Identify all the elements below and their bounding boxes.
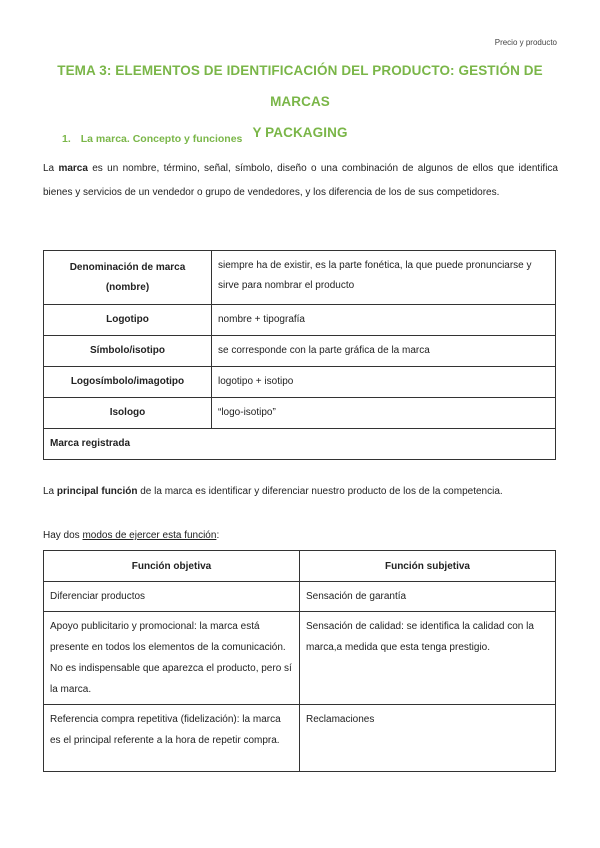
table-row [44, 367, 556, 398]
title-line-1: TEMA 3: ELEMENTOS DE IDENTIFICACIÓN DEL PRODUCTO: GESTIÓN DE MARCAS [57, 63, 543, 109]
table-row [44, 398, 556, 429]
header-objective: Función objetiva [44, 551, 300, 582]
table-row [44, 612, 556, 705]
title-line-2: Y PACKAGING [252, 125, 348, 140]
table-row [44, 305, 556, 336]
intro-paragraph [43, 157, 558, 205]
table-row [44, 705, 556, 772]
header-subjective: Función subjetiva [300, 551, 556, 582]
section-number: 1. [62, 133, 71, 145]
row-label: Logosímbolo/imagotipo [44, 367, 212, 398]
table-row [44, 582, 556, 612]
row-value: nombre + tipografía [212, 305, 556, 336]
modes-underlined: modos de ejercer esta función [82, 530, 217, 541]
objective-cell: Diferenciar productos [44, 582, 300, 612]
table-row [44, 251, 556, 305]
objective-cell: Apoyo publicitario y promocional: la marca está presente en todos los elementos de la comunicación. No es indispensable que aparezca el producto, pero sí la marca. [44, 612, 300, 705]
table-row [44, 336, 556, 367]
intro-before: La [43, 163, 59, 174]
modes-after: : [216, 530, 220, 541]
subjective-cell: Reclamaciones [300, 705, 556, 772]
row-label: Denominación de marca (nombre) [44, 251, 212, 305]
header-row [44, 551, 556, 582]
principal-bold-term: principal función [56, 486, 138, 497]
functions-table [43, 550, 556, 772]
running-header: Precio y producto [494, 38, 557, 47]
principal-after: de la marca es identificar y diferenciar nuestro producto de los de la competencia. [137, 486, 503, 497]
subjective-cell: Sensación de calidad: se identifica la calidad con la marca,a medida que esta tenga prestigio. [300, 612, 556, 705]
intro-after: es un nombre, término, señal, símbolo, diseño o una combinación de algunos de ellos que identifica bienes y servicios de un vendedor o grupo de vendedores, y los diferencia de los de sus competidores. [43, 163, 558, 198]
row-value: se corresponde con la parte gráfica de la marca [212, 336, 556, 367]
principal-function-paragraph [43, 480, 558, 504]
row-label: Isologo [44, 398, 212, 429]
principal-before: La [43, 486, 57, 497]
row-label: Logotipo [44, 305, 212, 336]
row-label: Símbolo/isotipo [44, 336, 212, 367]
subjective-cell: Sensación de garantía [300, 582, 556, 612]
row-value: siempre ha de existir, es la parte fonética, la que puede pronunciarse y sirve para nombrar el producto [212, 251, 556, 305]
table-row [44, 429, 556, 460]
section-heading [62, 133, 242, 145]
modes-before: Hay dos [43, 530, 83, 541]
row-value: “logo-isotipo” [212, 398, 556, 429]
row-value: logotipo + isotipo [212, 367, 556, 398]
modes-paragraph [43, 524, 558, 548]
intro-bold-term: marca [58, 163, 88, 174]
registered-brand-label: Marca registrada [44, 429, 556, 460]
section-title: La marca. Concepto y funciones [80, 133, 243, 145]
brand-elements-table [43, 250, 556, 460]
objective-cell: Referencia compra repetitiva (fidelización): la marca es el principal referente a la hora de repetir compra. [44, 705, 300, 772]
